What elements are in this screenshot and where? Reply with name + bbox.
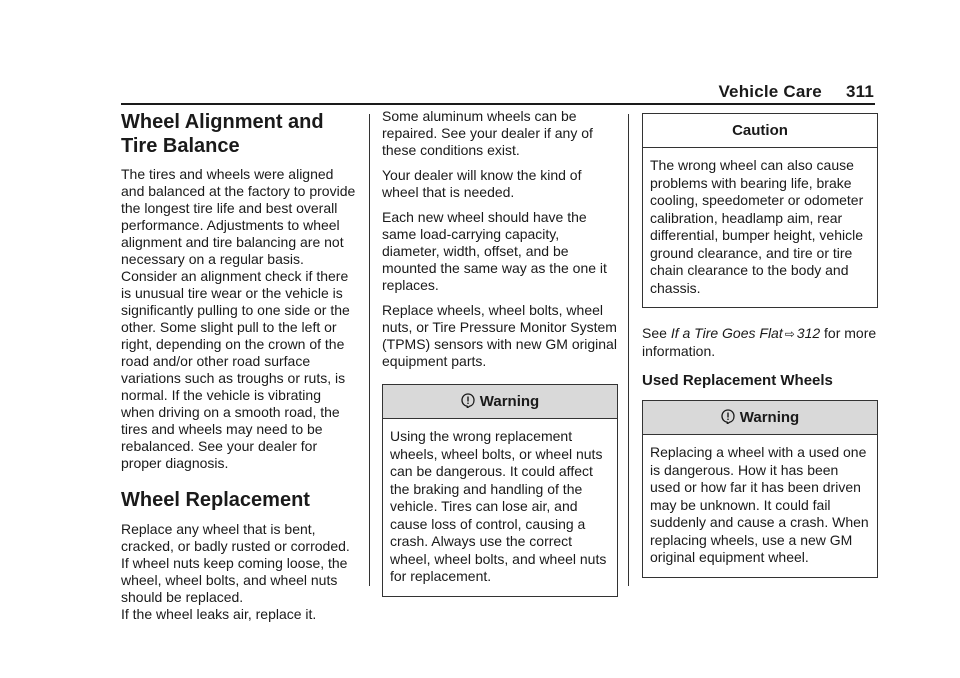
cross-reference-page[interactable]: 312 — [796, 325, 821, 341]
caution-box — [642, 113, 878, 308]
see-suffix: for more information. — [642, 325, 877, 359]
warning-icon — [461, 393, 475, 408]
body-paragraph: Replace any wheel that is bent, cracked, or badly rusted or corroded. If wheel nuts keep coming loose, the wheel, wheel bolts, and wheel nuts should be replaced. — [121, 521, 350, 605]
warning-header — [383, 385, 617, 419]
warning-icon — [721, 409, 735, 424]
caution-header — [643, 114, 877, 148]
warning-header — [643, 401, 877, 435]
column-divider — [628, 114, 629, 586]
body-paragraph: Replace wheels, wheel bolts, wheel nuts, or Tire Pressure Monitor System (TPMS) sensors with new GM original equipment parts. — [382, 302, 617, 369]
warning-box — [642, 400, 878, 578]
section-title-used-replacement-wheels: Used Replacement Wheels — [642, 372, 833, 389]
page-arrow-icon: ⇨ — [784, 327, 795, 341]
warning-text: Using the wrong replacement wheels, wheel bolts, or wheel nuts can be dangerous. It could affect the braking and handling of the vehicle. Tires can lose air, and cause loss of control, causing a crash. Always use the correct wheel, wheel bolts, and wheel nuts for replacement. — [390, 428, 607, 584]
section-title-wheel-alignment: Wheel Alignment and Tire Balance — [121, 111, 324, 157]
body-paragraph: Some aluminum wheels can be repaired. See your dealer if any of these conditions exist. — [382, 108, 593, 158]
warning-text: Replacing a wheel with a used one is dangerous. How it has been used or how far it has been driven may be unknown. It could fail suddenly and cause a crash. When replacing wheels, use a new GM original equipment wheel. — [650, 444, 869, 565]
caution-text: The wrong wheel can also cause problems with bearing life, brake cooling, speedometer or odometer calibration, headlamp aim, rear differential, bumper height, vehicle ground clearance, and tire or tire chain clearance to the body and chassis. — [650, 157, 864, 296]
header-title: Vehicle Care — [718, 82, 822, 101]
page-header — [718, 82, 874, 102]
header-rule — [121, 103, 875, 105]
warning-label: Warning — [739, 409, 800, 426]
body-paragraph: Your dealer will know the kind of wheel that is needed. — [382, 167, 582, 200]
column-3 — [642, 108, 878, 590]
section-title-wheel-replacement: Wheel Replacement — [121, 489, 310, 511]
caution-label: Caution — [732, 122, 788, 139]
column-divider — [369, 114, 370, 586]
see-prefix: See — [642, 325, 667, 341]
body-paragraph: If the wheel leaks air, replace it. — [121, 606, 317, 622]
cross-reference-link[interactable]: If a Tire Goes Flat — [670, 325, 783, 341]
column-2 — [382, 108, 618, 609]
warning-label: Warning — [479, 393, 540, 410]
cross-reference — [642, 325, 878, 360]
body-paragraph: Each new wheel should have the same load-carrying capacity, diameter, width, offset, and be mounted the same way as the one it replaces. — [382, 209, 607, 293]
body-paragraph: The tires and wheels were aligned and balanced at the factory to provide the longest tire life and best overall performance. Adjustments to wheel alignment and tire balancing are not necessary on a regular basis. Consider an alignment check if there is unusual tire wear or the vehicle is significantly pulling to one side or the other. Some slight pull to the left or right, depending on the crown of the road and/or other road surface variations such as troughs or ruts, is normal. If the vehicle is vibrating when driving on a smooth road, the tires and wheels may need to be rebalanced. See your dealer for proper diagnosis. — [121, 166, 356, 471]
warning-box — [382, 384, 618, 597]
column-1 — [121, 108, 357, 631]
page-number: 311 — [845, 82, 874, 101]
